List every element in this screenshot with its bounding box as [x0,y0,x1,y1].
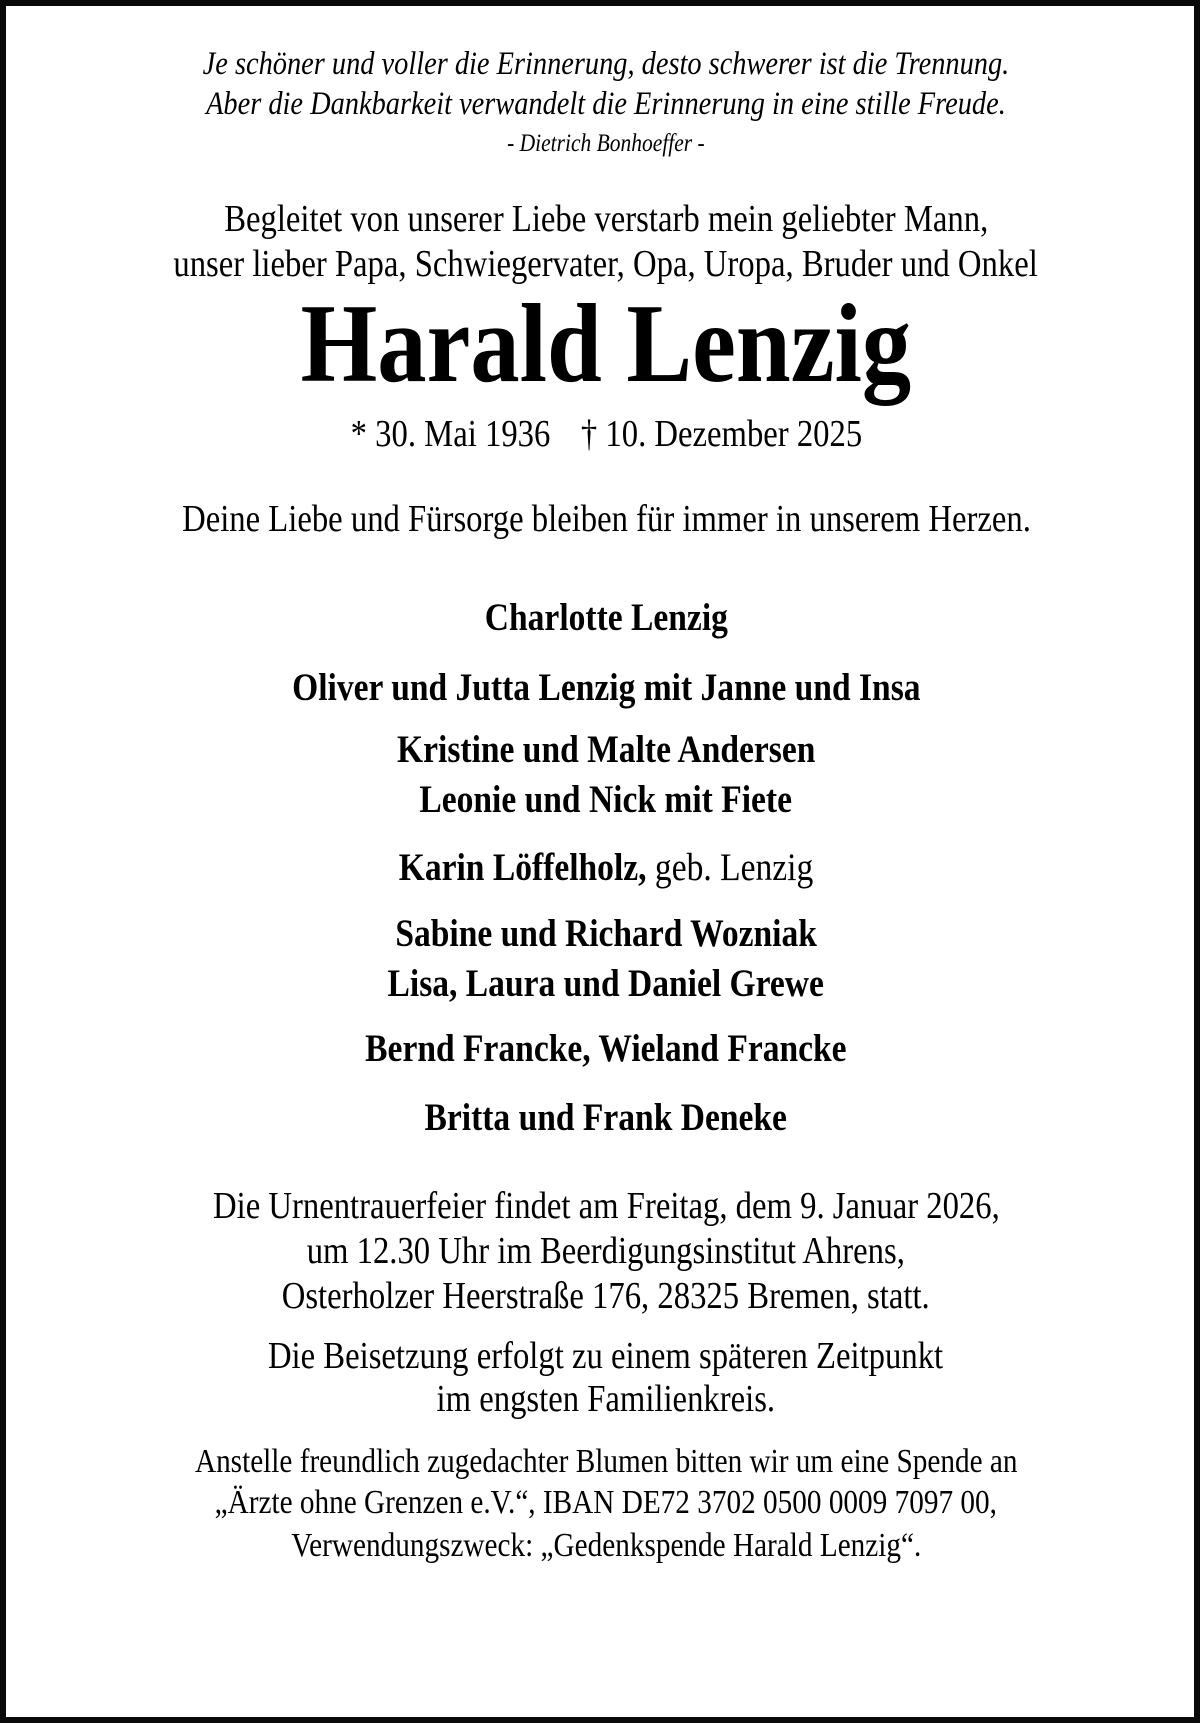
mourner-line: Sabine und Richard Wozniak [395,912,817,955]
donation-line-1: Anstelle freundlich zugedachter Blumen bitten wir um eine Spende an [194,1443,1018,1480]
birth-star-icon: * [350,413,367,455]
mourner-line: Kristine und Malte Andersen [396,728,816,771]
birth-date: 30. Mai 1936 [374,413,550,455]
donation-line-3: Verwendungszweck: „Gedenkspende Harald Lenzig“. [290,1527,922,1564]
deceased-name: Harald Lenzig [300,282,912,406]
mourner-line: Britta und Frank Deneke [424,1096,788,1139]
intro-line-1: Begleitet von unserer Liebe verstarb mein geliebter Mann, [223,198,989,240]
mourner-line: Leonie und Nick mit Fiete [419,778,793,821]
life-dates [6,411,1200,457]
donation-line-2: „Ärzte ohne Grenzen e.V.“, IBAN DE72 3702 0500 0009 7097 00, [214,1484,998,1521]
quote-line-1: Je schöner und voller die Erinnerung, desto schwerer ist die Trennung. [202,46,1010,82]
burial-line-1: Die Beisetzung erfolgt zu einem späteren Zeitpunkt [268,1335,944,1377]
mourner-line: Lisa, Laura und Daniel Grewe [387,962,825,1005]
mourner-line: Bernd Francke, Wieland Francke [365,1027,847,1070]
quote-attribution: - Dietrich Bonhoeffer - [507,130,705,157]
mourner-line [6,844,1200,892]
mourner-name: Karin Löffelholz, [398,846,647,889]
death-date: 10. Dezember 2025 [604,413,862,455]
intro-line-2: unser lieber Papa, Schwiegervater, Opa, Uropa, Bruder und Onkel [173,243,1039,285]
sentiment-line: Deine Liebe und Fürsorge bleiben für immer in unserem Herzen. [181,498,1031,540]
ceremony-line-2: um 12.30 Uhr im Beerdigungsinstitut Ahrens, [306,1230,906,1272]
ceremony-line-3: Osterholzer Heerstraße 176, 28325 Bremen, statt. [282,1275,930,1317]
mourner-line: Oliver und Jutta Lenzig mit Janne und Insa [291,666,921,709]
dagger-cross-icon: † [580,413,597,455]
ceremony-line-1: Die Urnentrauerfeier findet am Freitag, dem 9. Januar 2026, [212,1185,1000,1227]
mourner-maiden-name: geb. Lenzig [654,846,814,889]
mourner-line: Charlotte Lenzig [484,596,728,639]
burial-line-2: im engsten Familienkreis. [436,1378,776,1420]
quote-line-2: Aber die Dankbarkeit verwandelt die Erinnerung in eine stille Freude. [206,86,1006,122]
